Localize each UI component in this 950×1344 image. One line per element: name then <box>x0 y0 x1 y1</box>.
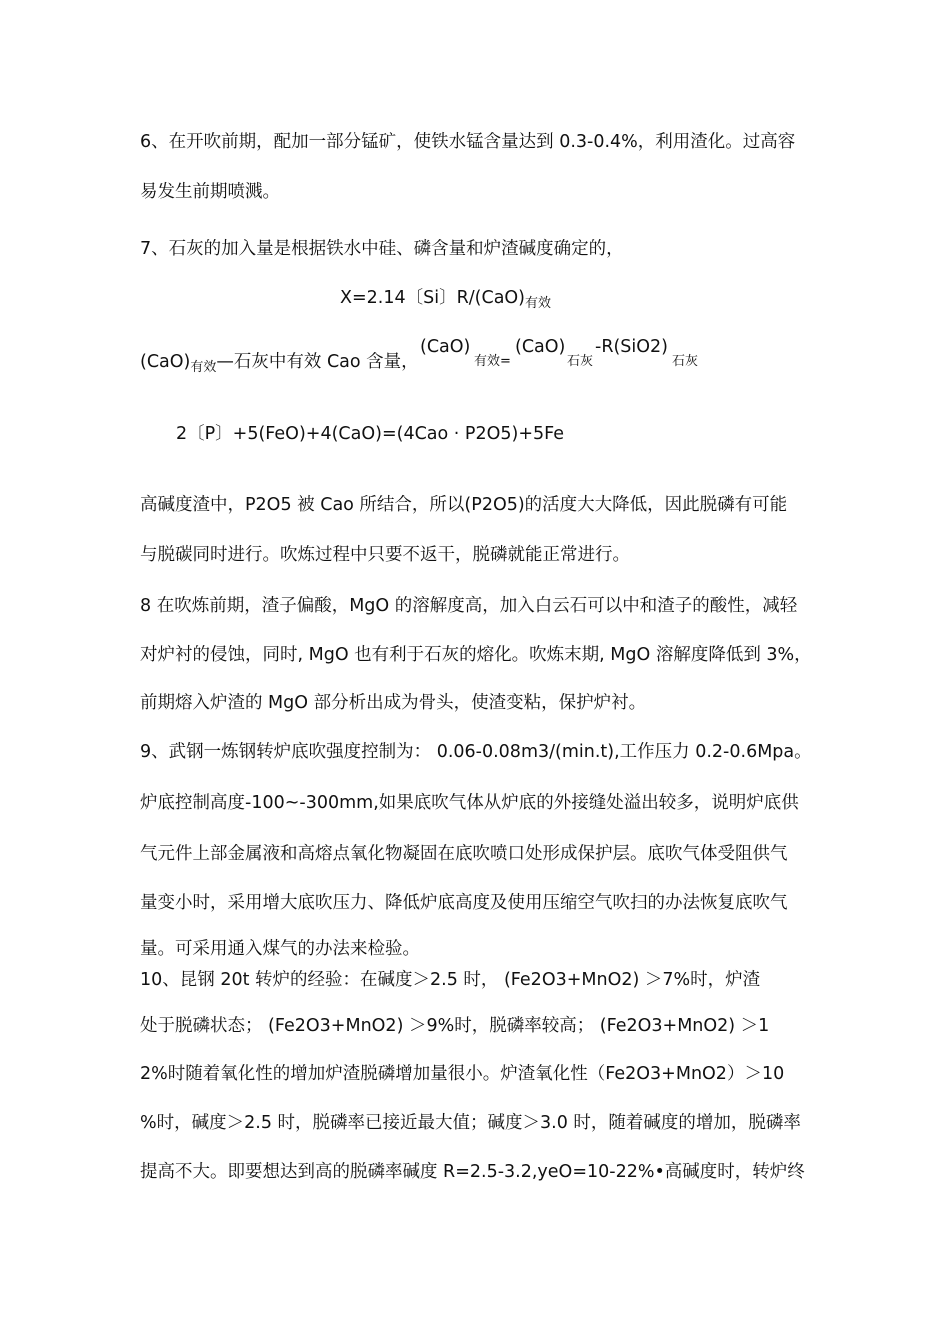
paragraph-7-line-1: 7、石灰的加入量是根据铁水中硅、磷含量和炉渣碱度确定的， <box>140 239 624 259</box>
paragraph-10-line-3: 2%时随着氧化性的增加炉渣脱磷增加量很小。炉渣氧化性（Fe2O3+MnO2）＞10 <box>140 1064 785 1084</box>
formula-dephosphorization-reaction: 2〔P〕+5(FeO)+4(CaO)=(4Cao · P2O5)+5Fe <box>176 424 565 444</box>
formula-lime-sub: 有效 <box>525 296 552 311</box>
formula-effective-cao-t1-sub: 有效= <box>474 354 511 369</box>
effective-cao-sub: 有效 <box>190 360 217 375</box>
paragraph-10-line-4: %时，碱度＞2.5 时，脱磷率已接近最大值；碱度＞3.0 时，随着碱度的增加，脱磷率 <box>140 1113 801 1133</box>
paragraph-8-line-2: 对炉衬的侵蚀，同时, MgO 也有利于石灰的熔化。吹炼末期, MgO 溶解度降低到 3%， <box>140 645 812 665</box>
effective-cao-term: (CaO) <box>140 352 191 372</box>
paragraph-9-line-2: 炉底控制高度-100~-300mm,如果底吹气体从炉底的外接缝处溢出较多，说明炉底供 <box>140 793 799 813</box>
formula-lime-main: X=2.14〔Si〕R/(CaO) <box>340 288 526 308</box>
paragraph-10-line-5: 提高不大。即要想达到高的脱磷率碱度 R=2.5-3.2,yeO=10-22%•高碱度时，转炉终 <box>140 1162 805 1182</box>
formula-effective-cao-t2-sub: 石灰 <box>567 354 594 369</box>
paragraph-6-line-1: 6、在开吹前期，配加一部分锰矿，使铁水锰含量达到 0.3-0.4%，利用渣化。过高容 <box>140 132 796 152</box>
paragraph-7-after-line-1: 高碱度渣中，P2O5 被 Cao 所结合，所以(P2O5)的活度大大降低，因此脱磷有可能 <box>140 495 788 515</box>
paragraph-9-line-5: 量。可采用通入煤气的办法来检验。 <box>140 939 420 959</box>
formula-effective-cao-t1: (CaO) <box>420 337 471 357</box>
paragraph-8-line-1: 8 在吹炼前期，渣子偏酸，MgO 的溶解度高，加入白云石可以中和渣子的酸性，减轻 <box>140 596 798 616</box>
paragraph-10-line-1: 10、昆钢 20t 转炉的经验：在碱度＞2.5 时， (Fe2O3+MnO2) ＞7%时，炉渣 <box>140 970 761 990</box>
paragraph-8-line-3: 前期熔入炉渣的 MgO 部分析出成为骨头，使渣变粘，保护炉衬。 <box>140 693 647 713</box>
paragraph-7-after-line-2: 与脱碳同时进行。吹炼过程中只要不返干，脱磷就能正常进行。 <box>140 545 630 565</box>
formula-effective-cao-t2: (CaO) <box>515 337 566 357</box>
formula-lime-amount <box>340 286 551 316</box>
paragraph-9-line-4: 量变小时，采用增大底吹压力、降低炉底高度及使用压缩空气吹扫的办法恢复底吹气 <box>140 893 788 913</box>
formula-effective-cao-definition <box>140 350 419 380</box>
paragraph-10-line-2: 处于脱磷状态； (Fe2O3+MnO2) ＞9%时，脱磷率较高； (Fe2O3+MnO2) ＞1 <box>140 1016 770 1036</box>
paragraph-9-line-3: 气元件上部金属液和高熔点氧化物凝固在底吹喷口处形成保护层。底吹气体受阻供气 <box>140 844 788 864</box>
effective-cao-desc: —石灰中有效 Cao 含量， <box>216 352 419 372</box>
paragraph-6-line-2: 易发生前期喷溅。 <box>140 182 280 202</box>
paragraph-9-line-1: 9、武钢一炼钢转炉底吹强度控制为： 0.06-0.08m3/(min.t),工作压力 0.2-0.6Mpa。 <box>140 742 812 762</box>
formula-effective-cao-t3: -R(SiO2) <box>595 337 669 357</box>
formula-effective-cao-t3-sub: 石灰 <box>672 354 699 369</box>
